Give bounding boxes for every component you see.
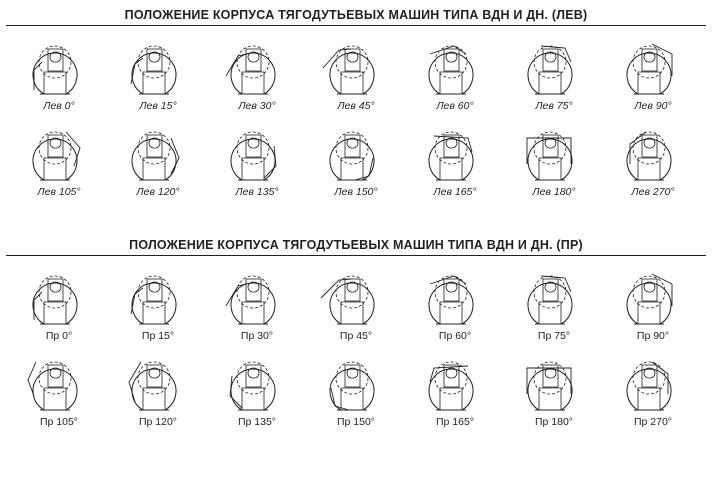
figure-cell	[212, 262, 302, 342]
figure-caption: Пр 135°	[237, 416, 277, 428]
fan-housing-figure	[311, 348, 401, 414]
figure-caption: Пр 90°	[636, 330, 670, 342]
fan-housing-figure	[410, 348, 500, 414]
figure-cell	[509, 118, 599, 198]
fan-housing-figure	[212, 262, 302, 328]
figure-cell	[311, 262, 401, 342]
fan-housing-figure	[212, 32, 302, 98]
figure-cell	[212, 32, 302, 112]
figure-cell	[410, 118, 500, 198]
figure-caption: Лев 0°	[43, 100, 75, 112]
section-right-rotation	[0, 238, 712, 428]
fan-housing-figure	[212, 348, 302, 414]
figure-caption: Пр 30°	[240, 330, 274, 342]
figure-cell	[608, 32, 698, 112]
figure-caption: Лев 180°	[532, 186, 576, 198]
figure-cell	[509, 262, 599, 342]
figure-caption: Пр 120°	[138, 416, 178, 428]
figure-cell	[410, 262, 500, 342]
section-right-title-block	[0, 238, 712, 256]
pr-row-1	[0, 262, 712, 342]
figure-cell	[14, 118, 104, 198]
figure-caption: Пр 45°	[339, 330, 373, 342]
fan-housing-figure	[14, 32, 104, 98]
fan-housing-figure	[509, 262, 599, 328]
figure-cell	[14, 32, 104, 112]
figure-caption: Лев 105°	[37, 186, 81, 198]
fan-housing-figure	[113, 118, 203, 184]
figure-cell	[113, 348, 203, 428]
figure-caption: Пр 270°	[633, 416, 673, 428]
figure-cell	[608, 348, 698, 428]
section-right-title: ПОЛОЖЕНИЕ КОРПУСА ТЯГОДУТЬЕВЫХ МАШИН ТИПА ВДН И ДН. (ПР)	[129, 238, 583, 252]
figure-cell	[14, 348, 104, 428]
fan-housing-figure	[509, 32, 599, 98]
fan-housing-figure	[14, 118, 104, 184]
fan-housing-figure	[311, 262, 401, 328]
section-left-rotation	[0, 8, 712, 198]
figure-caption: Лев 120°	[136, 186, 180, 198]
figure-cell	[311, 32, 401, 112]
fan-housing-figure	[14, 348, 104, 414]
figure-cell	[608, 262, 698, 342]
section-left-title: ПОЛОЖЕНИЕ КОРПУСА ТЯГОДУТЬЕВЫХ МАШИН ТИПА ВДН И ДН. (ЛЕВ)	[124, 8, 588, 22]
figure-cell	[311, 348, 401, 428]
figure-cell	[509, 348, 599, 428]
pr-row-2	[0, 348, 712, 428]
fan-housing-figure	[410, 118, 500, 184]
fan-housing-figure	[113, 32, 203, 98]
figure-caption: Лев 135°	[235, 186, 279, 198]
figure-caption: Пр 165°	[435, 416, 475, 428]
figure-caption: Лев 270°	[631, 186, 675, 198]
lev-row-1	[0, 32, 712, 112]
figure-caption: Пр 0°	[45, 330, 73, 342]
figure-caption: Пр 180°	[534, 416, 574, 428]
figure-cell	[311, 118, 401, 198]
fan-housing-figure	[311, 118, 401, 184]
figure-caption: Лев 60°	[436, 100, 474, 112]
figure-cell	[212, 348, 302, 428]
figure-caption: Лев 165°	[433, 186, 477, 198]
figure-cell	[113, 262, 203, 342]
figure-cell	[410, 348, 500, 428]
fan-housing-figure	[608, 348, 698, 414]
figure-cell	[410, 32, 500, 112]
figure-caption: Лев 150°	[334, 186, 378, 198]
figure-caption: Лев 90°	[634, 100, 672, 112]
figure-cell	[113, 32, 203, 112]
figure-cell	[509, 32, 599, 112]
fan-housing-figure	[410, 262, 500, 328]
fan-housing-figure	[509, 118, 599, 184]
fan-housing-figure	[14, 262, 104, 328]
figure-cell	[608, 118, 698, 198]
figure-caption: Пр 15°	[141, 330, 175, 342]
section-left-title-block	[0, 8, 712, 26]
fan-housing-figure	[410, 32, 500, 98]
fan-housing-figure	[113, 348, 203, 414]
fan-housing-figure	[212, 118, 302, 184]
fan-housing-figure	[608, 32, 698, 98]
figure-caption: Пр 60°	[438, 330, 472, 342]
fan-housing-figure	[113, 262, 203, 328]
figure-caption: Пр 105°	[39, 416, 79, 428]
fan-housing-figure	[509, 348, 599, 414]
fan-housing-figure	[311, 32, 401, 98]
figure-caption: Лев 30°	[238, 100, 276, 112]
figure-caption: Лев 15°	[139, 100, 177, 112]
figure-cell	[113, 118, 203, 198]
lev-row-2	[0, 118, 712, 198]
figure-caption: Пр 75°	[537, 330, 571, 342]
fan-housing-figure	[608, 262, 698, 328]
figure-cell	[14, 262, 104, 342]
figure-caption: Лев 45°	[337, 100, 375, 112]
fan-housing-figure	[608, 118, 698, 184]
figure-cell	[212, 118, 302, 198]
figure-caption: Лев 75°	[535, 100, 573, 112]
figure-caption: Пр 150°	[336, 416, 376, 428]
